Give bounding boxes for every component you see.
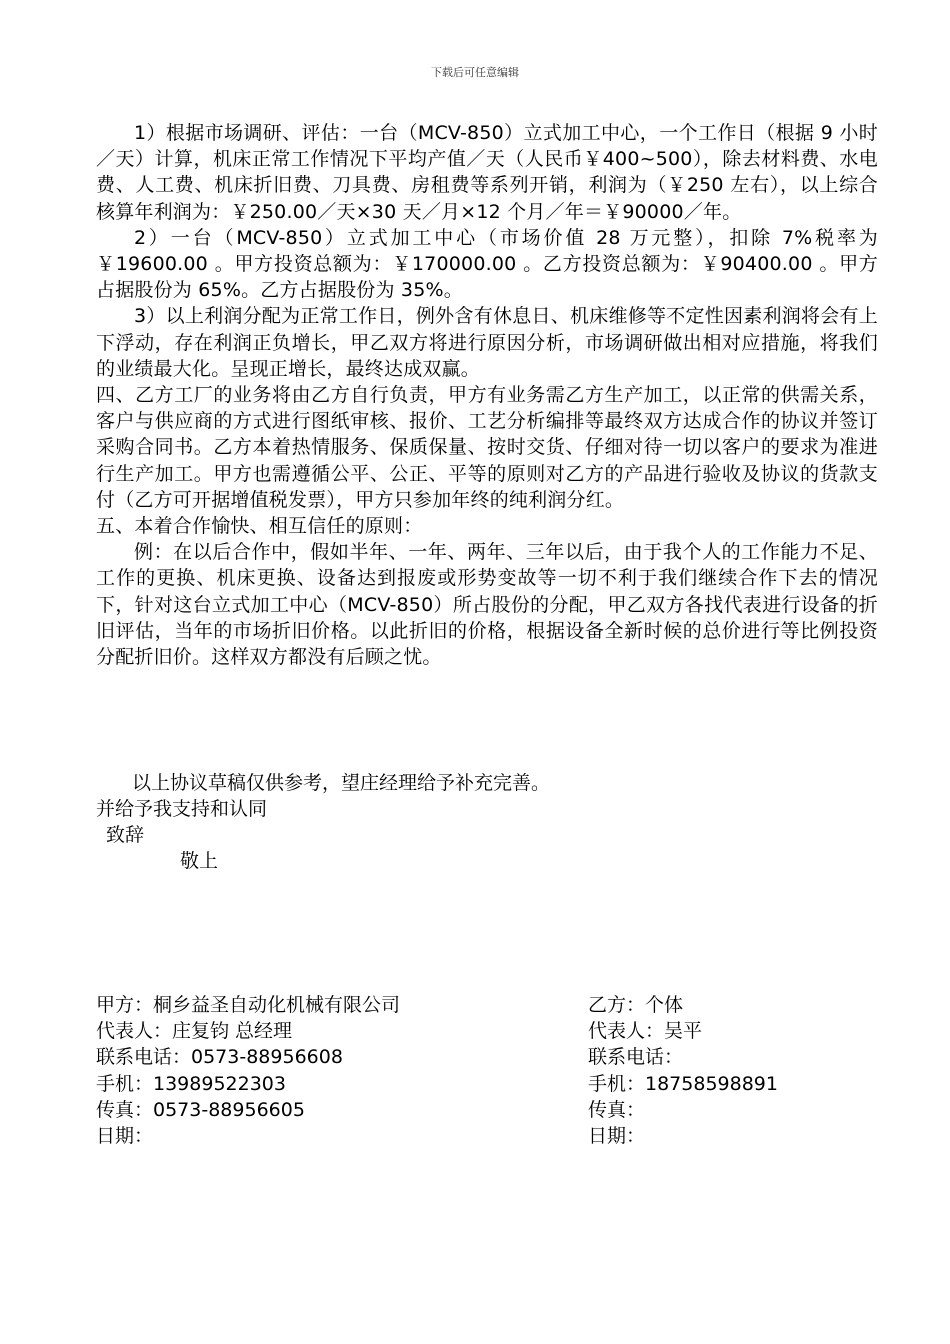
party-b-name: 乙方：个体 <box>588 994 684 1016</box>
paragraph-example: 例：在以后合作中，假如半年、一年、两年、三年以后，由于我个人的工作能力不足、工作的更换、机床更换、设备达到报废或形势变故等一切不利于我们继续合作下去的情况下，针对这台立式加工中心（MCV-850）所占股份的分配，甲乙双方各找代表进行设备的折旧评估，当年的市场折旧价格。以此折旧的价格，根据设备全新时候的总价进行等比例投资分配折旧价。这样双方都没有后顾之忧。 <box>96 541 878 669</box>
party-b-fax: 传真： <box>588 1098 646 1121</box>
party-a-representative: 代表人：庄复钧 总经理 <box>96 1020 293 1043</box>
closing-line-respectfully: 敬上 <box>180 850 219 872</box>
paragraph-section-five: 五、本着合作愉快、相互信任的原则： <box>96 515 423 538</box>
paragraph-profit-calculation: 1）根据市场调研、评估：一台（MCV-850）立式加工中心，一个工作日（根据 9 小时／天）计算，机床正常工作情况下平均产值／天（人民币￥400~500），除去材料费、水电费、人工费、机床折旧费、刀具费、房租费等系列开销，利润为（￥250 左右），以上综合核算年利润为：￥250.00／天×30 天／月×12 个月／年＝￥90000／年。 <box>96 122 878 223</box>
party-b-representative: 代表人：吴平 <box>588 1020 703 1043</box>
closing-line-support: 并给予我支持和认同 <box>96 798 268 820</box>
agreement-body <box>96 120 878 670</box>
party-a-phone: 联系电话：0573-88956608 <box>96 1046 343 1069</box>
closing-line-regards: 致辞 <box>106 824 145 846</box>
party-a-date: 日期： <box>96 1125 154 1148</box>
party-b-mobile: 手机：18758598891 <box>588 1072 778 1095</box>
party-a-mobile: 手机：13989522303 <box>96 1072 286 1095</box>
page-header-note: 下载后可任意编辑 <box>431 66 519 79</box>
paragraph-section-four: 四、乙方工厂的业务将由乙方自行负责，甲方有业务需乙方生产加工，以正常的供需关系，客户与供应商的方式进行图纸审核、报价、工艺分析编排等最终双方达成合作的协议并签订采购合同书。乙方本着热情服务、保质保量、按时交货、仔细对待一切以客户的要求为准进行生产加工。甲方也需遵循公平、公正、平等的原则对乙方的产品进行验收及协议的货款支付（乙方可开据增值税发票），甲方只参加年终的纯利润分红。 <box>96 384 878 511</box>
party-a-fax: 传真：0573-88956605 <box>96 1098 305 1121</box>
party-b-signature-block <box>588 992 778 1149</box>
closing-line-draft-note: 以上协议草稿仅供参考，望庄经理给予补充完善。 <box>132 772 551 794</box>
party-a-name: 甲方：桐乡益圣自动化机械有限公司 <box>96 994 401 1016</box>
paragraph-profit-fluctuation: 3）以上利润分配为正常工作日，例外含有休息日、机床维修等不定性因素利润将会有上下浮动，存在利润正负增长，甲乙双方将进行原因分析，市场调研做出相对应措施，将我们的业绩最大化。呈现正增长，最终达成双赢。 <box>96 305 878 380</box>
party-a-signature-block <box>96 992 400 1149</box>
closing-block <box>96 770 856 874</box>
party-b-phone: 联系电话： <box>588 1046 684 1069</box>
paragraph-investment-shares: 2）一台（MCV-850）立式加工中心（市场价值 28 万元整），扣除 7%税率为￥19600.00 。甲方投资总额为：￥170000.00 。乙方投资总额为：￥90400.00 。甲方占据股份为 65%。乙方占据股份为 35%。 <box>96 226 878 302</box>
party-b-date: 日期： <box>588 1125 646 1148</box>
